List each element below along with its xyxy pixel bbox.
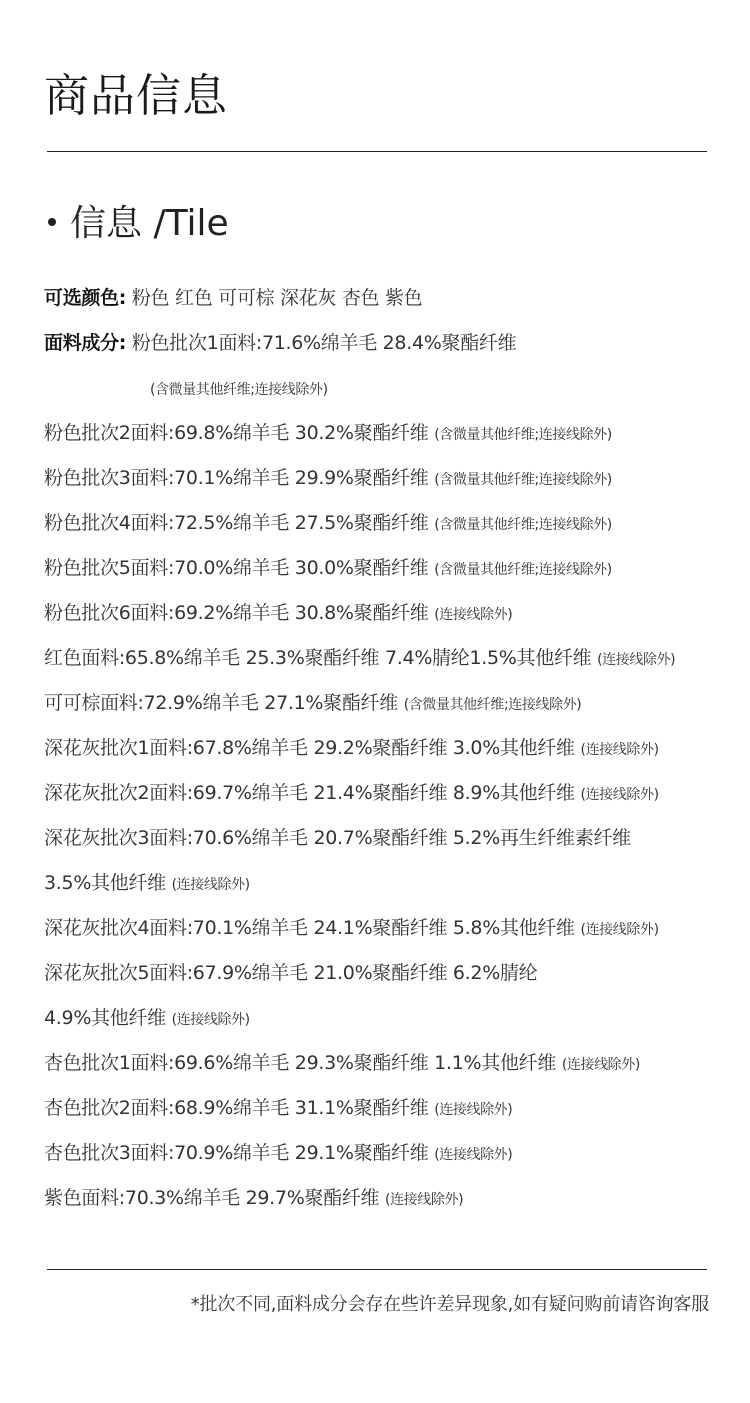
fabric-line: [44, 911, 750, 956]
fabric-line-text: 杏色批次3面料:70.9%绵羊毛 29.1%聚酯纤维: [44, 1142, 429, 1164]
fabric-line-text: 可可棕面料:72.9%绵羊毛 27.1%聚酯纤维: [44, 692, 398, 714]
fabric-line-text: 粉色批次6面料:69.2%绵羊毛 30.8%聚酯纤维: [44, 602, 429, 624]
fabric-composition-row: [44, 326, 750, 371]
fabric-line-text: 红色面料:65.8%绵羊毛 25.3%聚酯纤维 7.4%腈纶1.5%其他纤维: [44, 647, 592, 669]
fabric-line: [44, 551, 750, 596]
fabric-line-text: 紫色面料:70.3%绵羊毛 29.7%聚酯纤维: [44, 1187, 380, 1209]
fabric-line-note: (连接线除外): [561, 1057, 640, 1073]
fabric-line-text: 粉色批次2面料:69.8%绵羊毛 30.2%聚酯纤维: [44, 422, 429, 444]
fabric-line-note: (连接线除外): [580, 742, 659, 758]
fabric-line: [44, 1001, 750, 1046]
fabric-line-note: (含微量其他纤维;连接线除外): [434, 562, 612, 578]
colors-label: 可选颜色:: [44, 287, 127, 309]
fabric-line: [44, 506, 750, 551]
top-divider: [47, 151, 707, 152]
fabric-line-note: (含微量其他纤维;连接线除外): [434, 472, 612, 488]
fabric-line-note: (含微量其他纤维;连接线除外): [434, 517, 612, 533]
fabric-line-note: (连接线除外): [434, 607, 513, 623]
fabric-line: [44, 461, 750, 506]
fabric-line-note: (连接线除外): [580, 787, 659, 803]
fabric-label: 面料成分:: [44, 332, 127, 354]
fabric-line-note: (连接线除外): [434, 1102, 513, 1118]
fabric-line-text: 粉色批次4面料:72.5%绵羊毛 27.5%聚酯纤维: [44, 512, 429, 534]
fabric-line: [44, 956, 750, 1001]
fabric-line-text: 粉色批次5面料:70.0%绵羊毛 30.0%聚酯纤维: [44, 557, 429, 579]
fabric-line: [44, 1091, 750, 1136]
fabric-line-note: (连接线除外): [597, 652, 676, 668]
fabric-line-note: (连接线除外): [385, 1192, 464, 1208]
bullet-dot-icon: [48, 218, 56, 226]
fabric-line-text: 杏色批次1面料:69.6%绵羊毛 29.3%聚酯纤维 1.1%其他纤维: [44, 1052, 557, 1074]
fabric-first-line: 粉色批次1面料:71.6%绵羊毛 28.4%聚酯纤维: [131, 332, 517, 354]
fabric-line-text: 深花灰批次2面料:69.7%绵羊毛 21.4%聚酯纤维 8.9%其他纤维: [44, 782, 575, 804]
colors-values: 粉色 红色 可可棕 深花灰 杏色 紫色: [131, 287, 423, 309]
fabric-line: [44, 731, 750, 776]
fabric-line-text: 深花灰批次1面料:67.8%绵羊毛 29.2%聚酯纤维 3.0%其他纤维: [44, 737, 575, 759]
fabric-line-note: (连接线除外): [580, 922, 659, 938]
fabric-line: [44, 776, 750, 821]
fabric-line-text: 4.9%其他纤维: [44, 1007, 166, 1029]
fabric-line-note: (含微量其他纤维;连接线除外): [434, 427, 612, 443]
batch-disclaimer: *批次不同,面料成分会存在些许差异现象,如有疑问购前请咨询客服: [190, 1294, 709, 1315]
fabric-line-note: (含微量其他纤维;连接线除外): [403, 697, 582, 713]
fabric-line-text: 深花灰批次3面料:70.6%绵羊毛 20.7%聚酯纤维 5.2%再生纤维素纤维: [44, 827, 631, 849]
fabric-line: [44, 866, 750, 911]
fabric-line: [44, 416, 750, 461]
section-title: [48, 200, 229, 248]
fabric-line: [44, 686, 750, 731]
fabric-line-text: 深花灰批次4面料:70.1%绵羊毛 24.1%聚酯纤维 5.8%其他纤维: [44, 917, 575, 939]
fabric-line-note: (连接线除外): [171, 877, 250, 893]
fabric-line: [44, 1181, 750, 1226]
fabric-line-text: 3.5%其他纤维: [44, 872, 166, 894]
fabric-line-text: 杏色批次2面料:68.9%绵羊毛 31.1%聚酯纤维: [44, 1097, 429, 1119]
fabric-line-note: (连接线除外): [171, 1012, 250, 1028]
fabric-line: [44, 1046, 750, 1091]
fabric-line-text: 深花灰批次5面料:67.9%绵羊毛 21.0%聚酯纤维 6.2%腈纶: [44, 962, 538, 984]
bottom-divider: [47, 1269, 707, 1270]
fabric-first-note-row: [44, 371, 750, 416]
fabric-first-note: (含微量其他纤维;连接线除外): [150, 382, 328, 398]
fabric-line: [44, 821, 750, 866]
section-title-text: 信息 /Tile: [70, 203, 229, 244]
fabric-line-text: 粉色批次3面料:70.1%绵羊毛 29.9%聚酯纤维: [44, 467, 429, 489]
page-title: 商品信息: [44, 69, 229, 122]
fabric-line: [44, 596, 750, 641]
product-info-list: [44, 281, 750, 1226]
available-colors-row: [44, 281, 750, 326]
fabric-line: [44, 1136, 750, 1181]
fabric-line: [44, 641, 750, 686]
fabric-line-note: (连接线除外): [434, 1147, 513, 1163]
